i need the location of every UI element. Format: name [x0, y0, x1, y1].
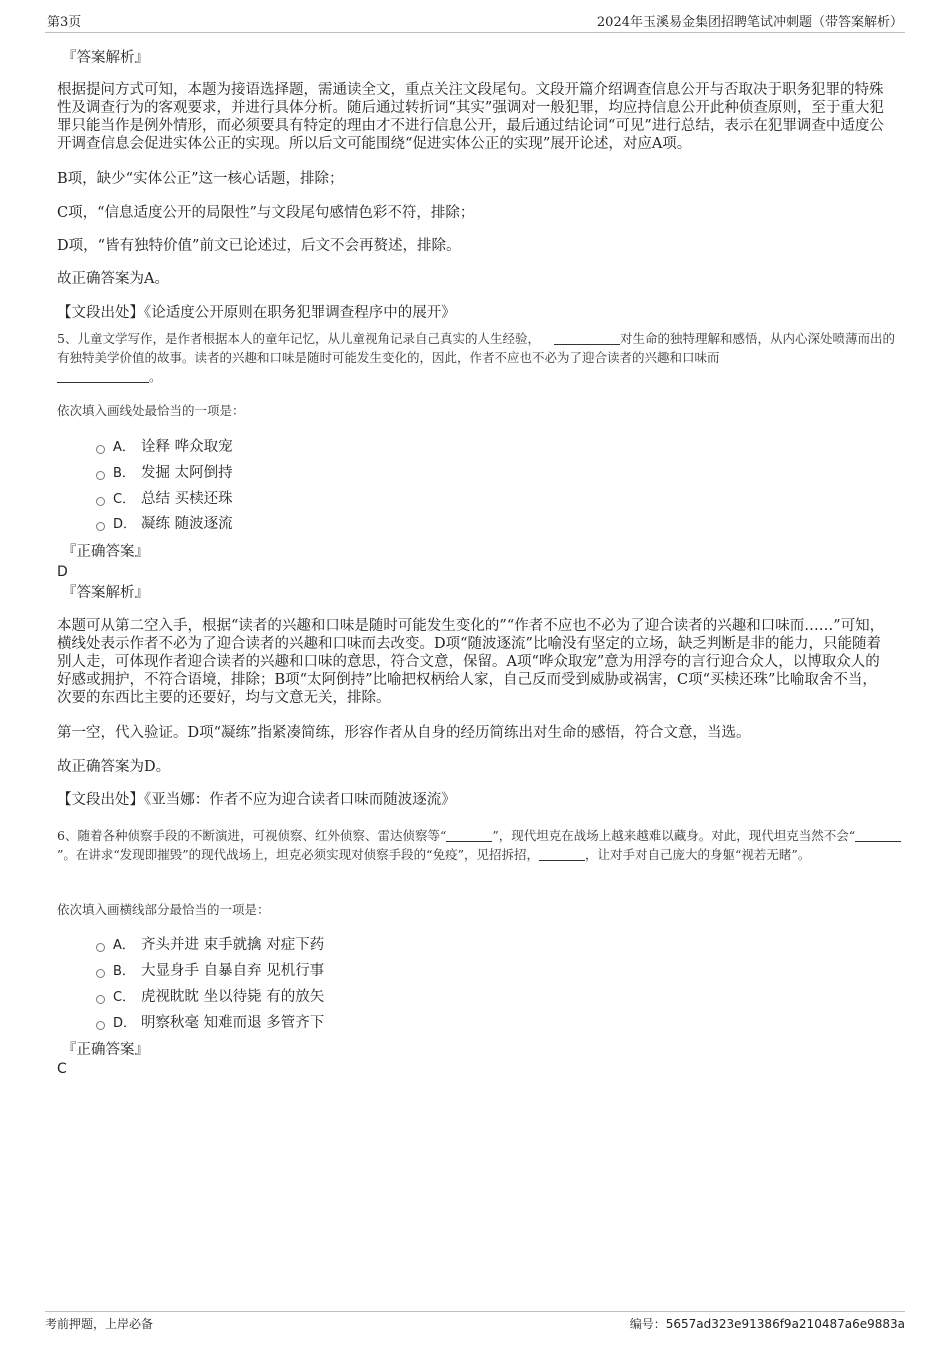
q5-stem-part-3: 。	[149, 369, 162, 384]
q6-blank-2	[855, 827, 901, 842]
q6-option-c[interactable]: C． 虎视眈眈 坐以待毙 有的放矢	[96, 987, 324, 1007]
q4-analysis-label: 『答案解析』	[62, 50, 149, 66]
q5-analysis-paragraph-3: 故正确答案为D。	[57, 759, 171, 775]
q6-answer: C	[57, 1061, 67, 1077]
q6-option-d[interactable]: D． 明察秋毫 知难而退 多管齐下	[96, 1013, 324, 1033]
page-footer	[45, 1311, 905, 1334]
q5-blank-1	[554, 330, 620, 345]
q5-option-c[interactable]: C． 总结 买椟还珠	[96, 489, 233, 509]
q5-stem	[57, 329, 902, 386]
q5-analysis-paragraph-1: 本题可从第二空入手，根据“读者的兴趣和口味是随时可能发生变化的”“作者不应也不必为了迎合读者的兴趣和口味而……”可知，横线处表示作者不必为了迎合读者的兴趣和口味而去改变。D项“随波逐流”比喻没有坚定的立场，缺乏判断是非的能力，只能随着别人走，可体现作者迎合读者的兴趣和口味的意思，符合文意，保留。A项“哗众取宠”意为用浮夸的言行迎合众人，以博取众人的好感或拥护，不符合语境，排除；B项“太阿倒持”比喻把权柄给人家，自己反而受到威胁或祸害，C项“买椟还珠”比喻取舍不当，次要的东西比主要的还要好，均与文意无关，排除。	[57, 618, 885, 706]
q4-analysis-paragraph-3: C项，“信息适度公开的局限性”与文段尾句感情色彩不符，排除；	[57, 205, 475, 221]
q4-source: 【文段出处】《论适度公开原则在职务犯罪调查程序中的展开》	[57, 305, 456, 321]
footer-code-value: 5657ad323e91386f9a210487a6e9883a	[665, 1317, 905, 1331]
q5-blank-2	[57, 368, 149, 383]
document-title: 2024年玉溪易金集团招聘笔试冲刺题（带答案解析）	[596, 15, 903, 30]
q6-stem	[57, 826, 902, 864]
q5-option-a[interactable]: A． 诠释 哗众取宠	[96, 437, 233, 457]
footer-code	[630, 1314, 905, 1334]
footer-code-label: 编号：	[629, 1317, 666, 1331]
q5-stem-part-2: 对生命的独特理解和感悟，从内心深处喷薄而出的有独特美学价值的故事。读者的兴趣和口味是随时可能发生变化的，因此，作者不应也不必为了迎合读者的兴趣和口味而	[57, 331, 895, 365]
radio-icon[interactable]	[96, 969, 105, 978]
q6-stem-part-1: 6、随着各种侦察手段的不断演进，可视侦察、红外侦察、雷达侦察等“	[57, 828, 447, 843]
q5-answer-label: 『正确答案』	[62, 544, 149, 560]
q6-stem-part-2: ”，现代坦克在战场上越来越难以藏身。对此，现代坦克当然不会“	[492, 828, 856, 843]
footer-slogan: 考前押题，上岸必备	[45, 1317, 154, 1331]
q5-answer: D	[57, 564, 68, 580]
q5-stem-part-1: 5、儿童文学写作，是作者根据本人的童年记忆，从儿童视角记录自己真实的人生经验，	[57, 331, 540, 346]
q4-analysis-paragraph-1: 根据提问方式可知，本题为接语选择题，需通读全文，重点关注文段尾句。文段开篇介绍调查信息公开与否取决于职务犯罪的特殊性及调查行为的客观要求，并进行具体分析。随后通过转折词“其实”强调对一般犯罪，均应持信息公开此种侦查原则，至于重大犯罪只能当作是例外情形，而必须要具有特定的理由才不进行信息公开，最后通过结论词“可见”进行总结，表示在犯罪调查中适度公开调查信息会促进实体公正的实现。所以后文可能围绕“促进实体公正的实现”展开论述，对应A项。	[57, 82, 884, 152]
q5-analysis-paragraph-2: 第一空，代入验证。D项“凝练”指紧凑简练，形容作者从自身的经历简练出对生命的感悟，符合文意，当选。	[57, 725, 751, 741]
q4-analysis-paragraph-5: 故正确答案为A。	[57, 271, 169, 287]
q5-option-b[interactable]: B． 发掘 太阿倒持	[96, 463, 233, 483]
q6-option-a[interactable]: A． 齐头并进 束手就擒 对症下药	[96, 935, 324, 955]
q5-prompt: 依次填入画线处最恰当的一项是：	[57, 403, 245, 418]
radio-icon[interactable]	[96, 1021, 105, 1030]
radio-icon[interactable]	[96, 471, 105, 480]
q6-answer-label: 『正确答案』	[62, 1042, 149, 1058]
q6-stem-part-3: ”。在讲求“发现即摧毁”的现代战场上，坦克必须实现对侦察手段的“免疫”，见招拆招，	[57, 847, 539, 862]
q4-analysis-paragraph-4: D项，“皆有独特价值”前文已论述过，后文不会再赘述，排除。	[57, 238, 461, 254]
radio-icon[interactable]	[96, 497, 105, 506]
q5-source: 【文段出处】《亚当娜：作者不应为迎合读者口味而随波逐流》	[57, 792, 456, 808]
q6-blank-3	[539, 846, 585, 861]
q4-analysis-paragraph-2: B项，缺少“实体公正”这一核心话题，排除；	[57, 171, 344, 187]
q5-option-d[interactable]: D． 凝练 随波逐流	[96, 514, 233, 534]
radio-icon[interactable]	[96, 943, 105, 952]
radio-icon[interactable]	[96, 522, 105, 531]
q6-option-b[interactable]: B． 大显身手 自暴自弃 见机行事	[96, 961, 324, 981]
q6-prompt: 依次填入画横线部分最恰当的一项是：	[57, 902, 270, 917]
q6-blank-1	[446, 827, 492, 842]
q6-stem-part-4: ，让对手对自己庞大的身躯“视若无睹”。	[584, 847, 811, 862]
page-number: 第3页	[47, 15, 82, 30]
radio-icon[interactable]	[96, 445, 105, 454]
page-header	[45, 14, 905, 33]
q5-analysis-label: 『答案解析』	[62, 585, 149, 601]
radio-icon[interactable]	[96, 995, 105, 1004]
